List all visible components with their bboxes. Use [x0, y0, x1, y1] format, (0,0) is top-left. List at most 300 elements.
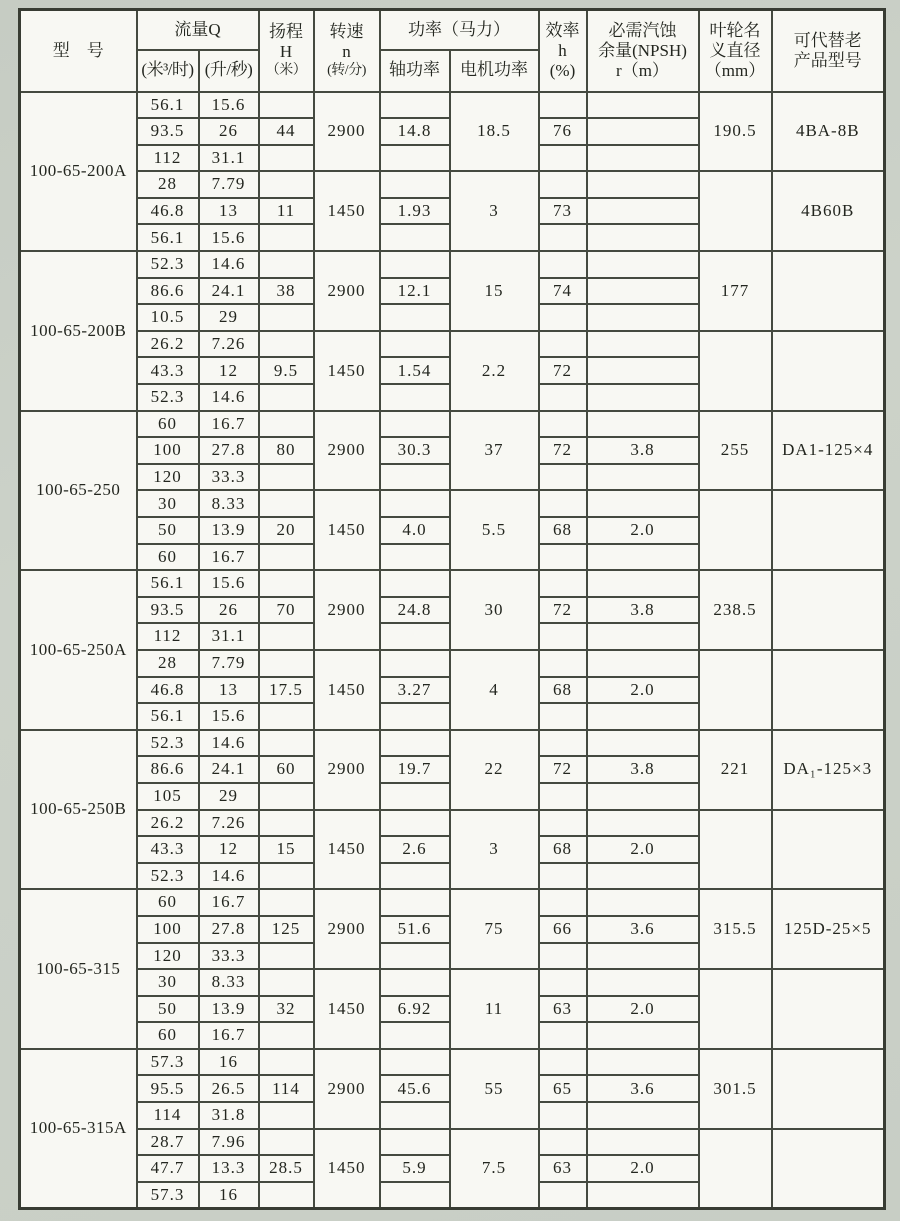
- head-cell: [259, 544, 314, 571]
- old-model-cell: 125D-25×5: [772, 889, 885, 969]
- shaft-power-cell: [380, 304, 450, 331]
- shaft-power-cell: 51.6: [380, 916, 450, 943]
- head-cell: [259, 650, 314, 677]
- efficiency-cell: 68: [539, 836, 587, 863]
- shaft-power-cell: [380, 251, 450, 278]
- motor-power-cell: 55: [450, 1049, 539, 1129]
- old-model-cell: [772, 1129, 885, 1209]
- flow-ls-cell: 29: [199, 304, 259, 331]
- npsh-cell: 2.0: [587, 1155, 699, 1182]
- speed-cell: 2900: [314, 411, 380, 491]
- efficiency-cell: [539, 1049, 587, 1076]
- flow-ls-cell: 15.6: [199, 92, 259, 119]
- npsh-cell: [587, 411, 699, 438]
- head-cell: [259, 1182, 314, 1209]
- header-efficiency: [539, 10, 587, 92]
- impeller-diameter-cell: [699, 490, 772, 570]
- shaft-power-cell: [380, 1129, 450, 1156]
- flow-m3h-cell: 86.6: [137, 756, 199, 783]
- flow-m3h-cell: 10.5: [137, 304, 199, 331]
- header-head-line1: 扬程: [269, 22, 303, 42]
- impeller-diameter-cell: [699, 810, 772, 890]
- header-impeller-line2: 义直径: [709, 40, 761, 60]
- head-cell: [259, 1049, 314, 1076]
- speed-cell: 2900: [314, 570, 380, 650]
- efficiency-cell: [539, 810, 587, 837]
- table-row: [20, 650, 885, 677]
- efficiency-cell: 72: [539, 357, 587, 384]
- flow-m3h-cell: 47.7: [137, 1155, 199, 1182]
- table-row: [20, 1129, 885, 1156]
- model-cell: 100-65-250: [20, 411, 137, 571]
- flow-ls-cell: 29: [199, 783, 259, 810]
- npsh-cell: [587, 1129, 699, 1156]
- flow-ls-cell: 13: [199, 677, 259, 704]
- model-cell: 100-65-315: [20, 889, 137, 1049]
- table-row: [20, 92, 885, 119]
- flow-m3h-cell: 28: [137, 171, 199, 198]
- flow-ls-cell: 31.1: [199, 145, 259, 172]
- shaft-power-cell: 24.8: [380, 597, 450, 624]
- efficiency-cell: [539, 464, 587, 491]
- head-cell: 17.5: [259, 677, 314, 704]
- speed-cell: 2900: [314, 730, 380, 810]
- efficiency-cell: [539, 1182, 587, 1209]
- flow-ls-cell: 24.1: [199, 278, 259, 305]
- table-row: [20, 1049, 885, 1076]
- impeller-diameter-cell: [699, 171, 772, 251]
- efficiency-cell: 72: [539, 597, 587, 624]
- head-cell: 80: [259, 437, 314, 464]
- flow-m3h-cell: 50: [137, 996, 199, 1023]
- head-cell: 11: [259, 198, 314, 225]
- table-row: [20, 331, 885, 358]
- flow-m3h-cell: 60: [137, 1022, 199, 1049]
- flow-m3h-cell: 52.3: [137, 730, 199, 757]
- flow-ls-cell: 14.6: [199, 863, 259, 890]
- flow-ls-cell: 31.8: [199, 1102, 259, 1129]
- flow-m3h-cell: 86.6: [137, 278, 199, 305]
- shaft-power-cell: 1.93: [380, 198, 450, 225]
- head-cell: [259, 969, 314, 996]
- npsh-cell: [587, 331, 699, 358]
- shaft-power-cell: [380, 1182, 450, 1209]
- model-cell: 100-65-250B: [20, 730, 137, 890]
- flow-m3h-cell: 56.1: [137, 570, 199, 597]
- header-head-line2: H: [279, 42, 293, 62]
- head-cell: [259, 490, 314, 517]
- npsh-cell: [587, 145, 699, 172]
- shaft-power-cell: 2.6: [380, 836, 450, 863]
- efficiency-cell: [539, 650, 587, 677]
- speed-cell: 1450: [314, 331, 380, 411]
- efficiency-cell: [539, 544, 587, 571]
- flow-ls-cell: 31.1: [199, 623, 259, 650]
- npsh-cell: [587, 1049, 699, 1076]
- table-row: [20, 411, 885, 438]
- head-cell: [259, 703, 314, 730]
- npsh-cell: 3.6: [587, 916, 699, 943]
- header-flow-ls: (升/秒): [199, 50, 259, 92]
- efficiency-cell: [539, 304, 587, 331]
- flow-m3h-cell: 112: [137, 145, 199, 172]
- header-efficiency-unit: (%): [549, 60, 576, 80]
- efficiency-cell: [539, 384, 587, 411]
- head-cell: [259, 304, 314, 331]
- shaft-power-cell: [380, 1049, 450, 1076]
- head-cell: [259, 863, 314, 890]
- head-cell: [259, 943, 314, 970]
- head-cell: [259, 92, 314, 119]
- shaft-power-cell: [380, 171, 450, 198]
- npsh-cell: [587, 1102, 699, 1129]
- efficiency-cell: [539, 863, 587, 890]
- efficiency-cell: [539, 703, 587, 730]
- table-header: [20, 10, 885, 92]
- head-cell: [259, 331, 314, 358]
- table-row: [20, 570, 885, 597]
- npsh-cell: [587, 810, 699, 837]
- head-cell: 70: [259, 597, 314, 624]
- shaft-power-cell: [380, 464, 450, 491]
- motor-power-cell: 18.5: [450, 92, 539, 172]
- impeller-diameter-cell: 255: [699, 411, 772, 491]
- table-row: [20, 969, 885, 996]
- efficiency-cell: 72: [539, 437, 587, 464]
- head-cell: 125: [259, 916, 314, 943]
- efficiency-cell: 74: [539, 278, 587, 305]
- npsh-cell: 3.8: [587, 597, 699, 624]
- npsh-cell: [587, 889, 699, 916]
- flow-ls-cell: 33.3: [199, 943, 259, 970]
- header-efficiency-line2: h: [558, 40, 567, 60]
- npsh-cell: 2.0: [587, 517, 699, 544]
- flow-ls-cell: 16.7: [199, 1022, 259, 1049]
- old-model-cell: [772, 810, 885, 890]
- flow-m3h-cell: 120: [137, 943, 199, 970]
- flow-m3h-cell: 43.3: [137, 357, 199, 384]
- npsh-cell: [587, 490, 699, 517]
- header-speed: [314, 10, 380, 92]
- head-cell: 15: [259, 836, 314, 863]
- model-cell: 100-65-315A: [20, 1049, 137, 1209]
- efficiency-cell: 63: [539, 996, 587, 1023]
- speed-cell: 2900: [314, 1049, 380, 1129]
- flow-ls-cell: 12: [199, 836, 259, 863]
- flow-m3h-cell: 56.1: [137, 224, 199, 251]
- speed-cell: 1450: [314, 1129, 380, 1209]
- head-cell: [259, 1022, 314, 1049]
- npsh-cell: 3.8: [587, 437, 699, 464]
- efficiency-cell: [539, 171, 587, 198]
- efficiency-cell: [539, 1102, 587, 1129]
- flow-ls-cell: 16.7: [199, 411, 259, 438]
- head-cell: [259, 570, 314, 597]
- flow-m3h-cell: 105: [137, 783, 199, 810]
- flow-m3h-cell: 57.3: [137, 1049, 199, 1076]
- flow-ls-cell: 33.3: [199, 464, 259, 491]
- shaft-power-cell: [380, 490, 450, 517]
- head-cell: 114: [259, 1075, 314, 1102]
- flow-ls-cell: 16.7: [199, 544, 259, 571]
- old-model-cell: [772, 251, 885, 331]
- speed-cell: 1450: [314, 490, 380, 570]
- flow-m3h-cell: 56.1: [137, 703, 199, 730]
- efficiency-cell: 68: [539, 517, 587, 544]
- flow-ls-cell: 12: [199, 357, 259, 384]
- flow-m3h-cell: 120: [137, 464, 199, 491]
- speed-cell: 1450: [314, 969, 380, 1049]
- npsh-cell: 2.0: [587, 996, 699, 1023]
- shaft-power-cell: [380, 331, 450, 358]
- shaft-power-cell: [380, 943, 450, 970]
- header-impeller-unit: （mm）: [704, 60, 766, 80]
- head-cell: [259, 464, 314, 491]
- flow-ls-cell: 7.79: [199, 650, 259, 677]
- old-model-cell: [772, 1049, 885, 1129]
- flow-m3h-cell: 100: [137, 437, 199, 464]
- old-model-cell: 4BA-8B: [772, 92, 885, 172]
- header-impeller: [699, 10, 772, 92]
- impeller-diameter-cell: 190.5: [699, 92, 772, 172]
- shaft-power-cell: [380, 384, 450, 411]
- shaft-power-cell: 30.3: [380, 437, 450, 464]
- flow-ls-cell: 7.26: [199, 810, 259, 837]
- shaft-power-cell: [380, 544, 450, 571]
- flow-ls-cell: 7.26: [199, 331, 259, 358]
- flow-ls-cell: 13.9: [199, 517, 259, 544]
- shaft-power-cell: [380, 623, 450, 650]
- shaft-power-cell: 4.0: [380, 517, 450, 544]
- header-npsh-line1: 必需汽蚀: [608, 20, 677, 40]
- header-motor-power: 电机功率: [450, 50, 539, 92]
- npsh-cell: [587, 570, 699, 597]
- shaft-power-cell: [380, 783, 450, 810]
- head-cell: 20: [259, 517, 314, 544]
- model-cell: 100-65-200A: [20, 92, 137, 252]
- flow-ls-cell: 16: [199, 1049, 259, 1076]
- flow-ls-cell: 15.6: [199, 224, 259, 251]
- shaft-power-cell: 19.7: [380, 756, 450, 783]
- flow-ls-cell: 26.5: [199, 1075, 259, 1102]
- flow-m3h-cell: 46.8: [137, 198, 199, 225]
- header-impeller-line1: 叶轮名: [709, 20, 761, 40]
- head-cell: [259, 730, 314, 757]
- flow-m3h-cell: 26.2: [137, 331, 199, 358]
- efficiency-cell: [539, 570, 587, 597]
- impeller-diameter-cell: 221: [699, 730, 772, 810]
- efficiency-cell: 68: [539, 677, 587, 704]
- table-row: [20, 730, 885, 757]
- efficiency-cell: [539, 224, 587, 251]
- flow-m3h-cell: 60: [137, 889, 199, 916]
- flow-m3h-cell: 60: [137, 544, 199, 571]
- shaft-power-cell: [380, 145, 450, 172]
- flow-m3h-cell: 60: [137, 411, 199, 438]
- pump-spec-table: [18, 8, 886, 1210]
- header-old-model-line1: 可代替老: [793, 30, 862, 50]
- table-row: [20, 171, 885, 198]
- npsh-cell: [587, 544, 699, 571]
- efficiency-cell: [539, 889, 587, 916]
- head-cell: 32: [259, 996, 314, 1023]
- npsh-cell: [587, 278, 699, 305]
- npsh-cell: 3.6: [587, 1075, 699, 1102]
- efficiency-cell: 76: [539, 118, 587, 145]
- npsh-cell: 3.8: [587, 756, 699, 783]
- speed-cell: 2900: [314, 251, 380, 331]
- shaft-power-cell: 45.6: [380, 1075, 450, 1102]
- head-cell: [259, 224, 314, 251]
- old-model-cell: DA₁-125×3: [772, 730, 885, 810]
- shaft-power-cell: [380, 730, 450, 757]
- shaft-power-cell: [380, 810, 450, 837]
- npsh-cell: [587, 703, 699, 730]
- flow-ls-cell: 14.6: [199, 384, 259, 411]
- header-model: 型 号: [20, 10, 137, 92]
- motor-power-cell: 11: [450, 969, 539, 1049]
- header-head: [259, 10, 314, 92]
- head-cell: [259, 145, 314, 172]
- npsh-cell: [587, 1022, 699, 1049]
- npsh-cell: [587, 384, 699, 411]
- impeller-diameter-cell: [699, 650, 772, 730]
- npsh-cell: [587, 623, 699, 650]
- header-old-model: [772, 10, 885, 92]
- head-cell: [259, 783, 314, 810]
- flow-ls-cell: 13: [199, 198, 259, 225]
- shaft-power-cell: 6.92: [380, 996, 450, 1023]
- npsh-cell: [587, 304, 699, 331]
- npsh-cell: [587, 730, 699, 757]
- efficiency-cell: [539, 92, 587, 119]
- flow-ls-cell: 15.6: [199, 570, 259, 597]
- flow-m3h-cell: 112: [137, 623, 199, 650]
- header-speed-line2: n: [342, 42, 351, 62]
- header-efficiency-line1: 效率: [545, 20, 580, 40]
- npsh-cell: [587, 118, 699, 145]
- shaft-power-cell: [380, 889, 450, 916]
- efficiency-cell: 63: [539, 1155, 587, 1182]
- header-npsh-unit: r（m）: [616, 60, 669, 80]
- npsh-cell: [587, 783, 699, 810]
- header-shaft-power: 轴功率: [380, 50, 450, 92]
- head-cell: [259, 889, 314, 916]
- efficiency-cell: [539, 1022, 587, 1049]
- head-cell: 60: [259, 756, 314, 783]
- header-flow-group: 流量Q: [137, 10, 259, 50]
- npsh-cell: [587, 969, 699, 996]
- header-power-group: 功率（马力）: [380, 10, 539, 50]
- npsh-cell: 2.0: [587, 677, 699, 704]
- motor-power-cell: 4: [450, 650, 539, 730]
- npsh-cell: [587, 943, 699, 970]
- motor-power-cell: 15: [450, 251, 539, 331]
- impeller-diameter-cell: [699, 331, 772, 411]
- head-cell: [259, 1129, 314, 1156]
- shaft-power-cell: [380, 703, 450, 730]
- flow-ls-cell: 26: [199, 118, 259, 145]
- header-speed-line1: 转速: [329, 22, 364, 42]
- motor-power-cell: 30: [450, 570, 539, 650]
- impeller-diameter-cell: 177: [699, 251, 772, 331]
- flow-ls-cell: 13.9: [199, 996, 259, 1023]
- old-model-cell: [772, 331, 885, 411]
- flow-ls-cell: 26: [199, 597, 259, 624]
- shaft-power-cell: 1.54: [380, 357, 450, 384]
- old-model-cell: 4B60B: [772, 171, 885, 251]
- flow-m3h-cell: 43.3: [137, 836, 199, 863]
- impeller-diameter-cell: [699, 1129, 772, 1209]
- head-cell: [259, 623, 314, 650]
- flow-m3h-cell: 28.7: [137, 1129, 199, 1156]
- motor-power-cell: 5.5: [450, 490, 539, 570]
- motor-power-cell: 22: [450, 730, 539, 810]
- impeller-diameter-cell: 301.5: [699, 1049, 772, 1129]
- spec-table-body: [20, 92, 885, 1209]
- flow-ls-cell: 16: [199, 1182, 259, 1209]
- motor-power-cell: 75: [450, 889, 539, 969]
- flow-m3h-cell: 52.3: [137, 384, 199, 411]
- impeller-diameter-cell: [699, 969, 772, 1049]
- table-row: [20, 889, 885, 916]
- shaft-power-cell: [380, 570, 450, 597]
- head-cell: [259, 1102, 314, 1129]
- shaft-power-cell: [380, 650, 450, 677]
- npsh-cell: [587, 171, 699, 198]
- flow-ls-cell: 8.33: [199, 490, 259, 517]
- shaft-power-cell: [380, 969, 450, 996]
- shaft-power-cell: 12.1: [380, 278, 450, 305]
- flow-m3h-cell: 26.2: [137, 810, 199, 837]
- flow-m3h-cell: 56.1: [137, 92, 199, 119]
- shaft-power-cell: [380, 92, 450, 119]
- speed-cell: 1450: [314, 650, 380, 730]
- flow-ls-cell: 13.3: [199, 1155, 259, 1182]
- motor-power-cell: 3: [450, 810, 539, 890]
- header-flow-m3h: (米³/时): [137, 50, 199, 92]
- efficiency-cell: 65: [539, 1075, 587, 1102]
- efficiency-cell: [539, 969, 587, 996]
- shaft-power-cell: 3.27: [380, 677, 450, 704]
- head-cell: 44: [259, 118, 314, 145]
- flow-m3h-cell: 93.5: [137, 597, 199, 624]
- shaft-power-cell: 14.8: [380, 118, 450, 145]
- header-old-model-line2: 产品型号: [793, 50, 862, 70]
- old-model-cell: DA1-125×4: [772, 411, 885, 491]
- head-cell: [259, 251, 314, 278]
- flow-ls-cell: 14.6: [199, 730, 259, 757]
- old-model-cell: [772, 650, 885, 730]
- head-cell: [259, 810, 314, 837]
- flow-ls-cell: 16.7: [199, 889, 259, 916]
- efficiency-cell: [539, 331, 587, 358]
- npsh-cell: [587, 198, 699, 225]
- npsh-cell: [587, 650, 699, 677]
- header-npsh: [587, 10, 699, 92]
- table-row: [20, 810, 885, 837]
- header-speed-unit: (转/分): [327, 62, 366, 78]
- flow-ls-cell: 24.1: [199, 756, 259, 783]
- shaft-power-cell: [380, 1022, 450, 1049]
- speed-cell: 2900: [314, 889, 380, 969]
- efficiency-cell: [539, 251, 587, 278]
- shaft-power-cell: 5.9: [380, 1155, 450, 1182]
- shaft-power-cell: [380, 224, 450, 251]
- flow-m3h-cell: 30: [137, 490, 199, 517]
- efficiency-cell: [539, 490, 587, 517]
- npsh-cell: [587, 464, 699, 491]
